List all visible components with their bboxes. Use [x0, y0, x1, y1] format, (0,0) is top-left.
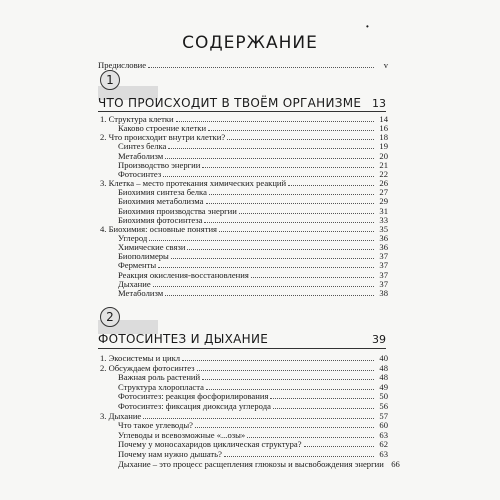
toc-row-preface: [98, 60, 388, 70]
toc-label: Фотосинтез: фиксация диоксида углерода: [118, 401, 271, 411]
dot-leader: [208, 123, 374, 131]
dot-leader: [227, 132, 374, 140]
toc-page: 36: [379, 242, 388, 253]
dot-leader: [304, 439, 374, 447]
toc-page: 40: [379, 353, 388, 363]
toc-label: Почему у моносахаридов циклическая структура?: [118, 439, 302, 450]
toc-section-row: [100, 353, 388, 363]
dot-leader: [209, 187, 374, 195]
toc-subsection-row: [118, 420, 388, 430]
toc-subsection-row: [118, 372, 388, 382]
toc-page: 57: [379, 410, 388, 421]
toc-subsection-row: [118, 401, 388, 411]
toc-page: 21: [379, 159, 388, 170]
dot-leader: [206, 382, 374, 390]
toc-page: 19: [379, 141, 388, 152]
toc-page: 49: [379, 381, 388, 392]
toc-page: 26: [379, 178, 388, 189]
dot-leader: [270, 391, 374, 399]
toc-label: Углеводы и всевозможные «...озы»: [118, 429, 246, 440]
dot-leader: [158, 260, 374, 268]
toc-label: Фотосинтез: [118, 168, 162, 179]
toc-label: Важная роль растений: [118, 372, 201, 383]
toc-page: 36: [379, 232, 388, 243]
toc-label: Реакция окисления-восстановления: [118, 269, 249, 280]
dot-leader: [171, 251, 374, 259]
toc-label: Предисловие: [98, 60, 147, 70]
toc-label: Производство энергии: [118, 159, 201, 170]
toc-label: Что такое углеводы?: [118, 420, 193, 431]
toc-label: Химические связи: [118, 242, 186, 253]
dot-leader: [224, 449, 374, 457]
chapter-1-number: 1: [100, 70, 120, 90]
toc-page: 37: [379, 251, 388, 262]
toc-label: Биохимия производства энергии: [118, 205, 237, 216]
dot-leader: [148, 60, 374, 68]
toc-page: 29: [379, 196, 388, 207]
dot-leader: [202, 160, 374, 168]
toc-page: 63: [379, 429, 388, 440]
toc-label: Дыхание – это процесс расщепления глюкозы и высвобождения энергии: [118, 458, 384, 469]
toc-page: 48: [379, 362, 388, 373]
toc-subsection-row: [118, 391, 388, 401]
dot-leader: [288, 178, 374, 186]
toc-label: Синтез белка: [118, 141, 167, 152]
toc-page: 60: [379, 420, 388, 431]
chapter-2-page: 39: [372, 333, 386, 346]
toc-label: 2. Обсуждаем фотосинтез: [100, 362, 195, 373]
dot-leader: [197, 363, 374, 371]
toc-subsection-row: [118, 458, 400, 469]
toc-label: Почему нам нужно дышать?: [118, 449, 222, 459]
toc-label: 3. Клетка – место протекания химических реакций: [100, 178, 287, 189]
chapter-2-number: 2: [100, 307, 120, 327]
toc-page: 31: [379, 205, 388, 216]
dot-leader: [187, 242, 374, 250]
toc-page: 27: [379, 187, 388, 198]
toc-page: 50: [379, 391, 388, 402]
dot-leader: [168, 141, 374, 149]
toc-page: 22: [379, 168, 388, 179]
chapter-1-page: 13: [372, 97, 386, 110]
toc-label: 3. Дыхание: [100, 410, 142, 421]
toc-label: Биополимеры: [118, 251, 169, 262]
chapter-1-divider: [98, 111, 386, 112]
dot-leader: [195, 420, 374, 428]
dot-leader: [143, 411, 374, 419]
toc-label: Метаболизм: [118, 287, 164, 298]
dot-leader: [149, 233, 374, 241]
toc-label: Метаболизм: [118, 150, 164, 161]
toc-subsection-row: [118, 430, 388, 440]
toc-page: 37: [379, 260, 388, 271]
chapter-1-title: ЧТО ПРОИСХОДИТ В ТВОЁМ ОРГАНИЗМЕ: [98, 96, 362, 110]
chapter-2-divider: [98, 348, 386, 349]
toc-page: 14: [379, 114, 388, 124]
toc-section-row: [100, 411, 388, 421]
dot-leader: [165, 151, 374, 159]
dot-leader: [163, 169, 374, 177]
toc-page: 63: [379, 449, 388, 459]
toc-page: 48: [379, 372, 388, 383]
toc-page: 37: [379, 278, 388, 289]
toc-label: Фотосинтез: реакция фосфорилирования: [118, 391, 269, 402]
toc-page: 38: [379, 287, 388, 298]
toc-label: 1. Структура клетки: [100, 114, 174, 124]
toc-page: 56: [379, 401, 388, 411]
toc-page: 37: [379, 269, 388, 280]
toc-label: 4. Биохимия: основные понятия: [100, 223, 218, 234]
toc-page: 16: [379, 123, 388, 134]
page-title: СОДЕРЖАНИЕ: [182, 33, 318, 53]
toc-label: Биохимия метаболизма: [118, 196, 204, 207]
toc-page: 20: [379, 150, 388, 161]
toc-subsection-row: [118, 382, 388, 392]
dot-leader: [251, 270, 374, 278]
dot-leader: [219, 224, 374, 232]
dot-leader: [176, 114, 374, 122]
toc-page: 35: [379, 223, 388, 234]
toc-label: Ферменты: [118, 260, 157, 271]
toc-label: Каково строение клетки: [118, 123, 207, 134]
dot-leader: [239, 206, 374, 214]
toc-label: 2. Что происходит внутри клетки?: [100, 132, 226, 143]
toc-page: v: [383, 60, 388, 70]
dot-leader: [247, 430, 374, 438]
toc-page: 33: [379, 214, 388, 225]
dot-leader: [204, 215, 374, 223]
toc-label: Биохимия синтеза белка: [118, 187, 207, 198]
dot-leader: [182, 353, 374, 361]
toc-section-row: [100, 363, 388, 373]
toc-page: 18: [379, 132, 388, 143]
dot-leader: [202, 372, 374, 380]
toc-page: 66: [391, 458, 400, 469]
toc-label: Углерод: [118, 232, 148, 243]
toc-subsection-row: [118, 288, 388, 298]
toc-subsection-row: [118, 449, 388, 459]
toc-subsection-row: [118, 439, 388, 449]
toc-label: Биохимия фотосинтеза: [118, 214, 203, 225]
chapter-2-title: ФОТОСИНТЕЗ И ДЫХАНИЕ: [98, 332, 269, 346]
dot-leader: [273, 401, 374, 409]
dot-leader: [153, 279, 374, 287]
toc-label: 1. Экосистемы и цикл: [100, 353, 181, 363]
toc-label: Структура хлоропласта: [118, 381, 204, 392]
corner-mark: •: [366, 22, 369, 31]
toc-label: Дыхание: [118, 278, 151, 289]
dot-leader: [165, 288, 374, 296]
dot-leader: [206, 196, 375, 204]
toc-page: 62: [379, 439, 388, 450]
